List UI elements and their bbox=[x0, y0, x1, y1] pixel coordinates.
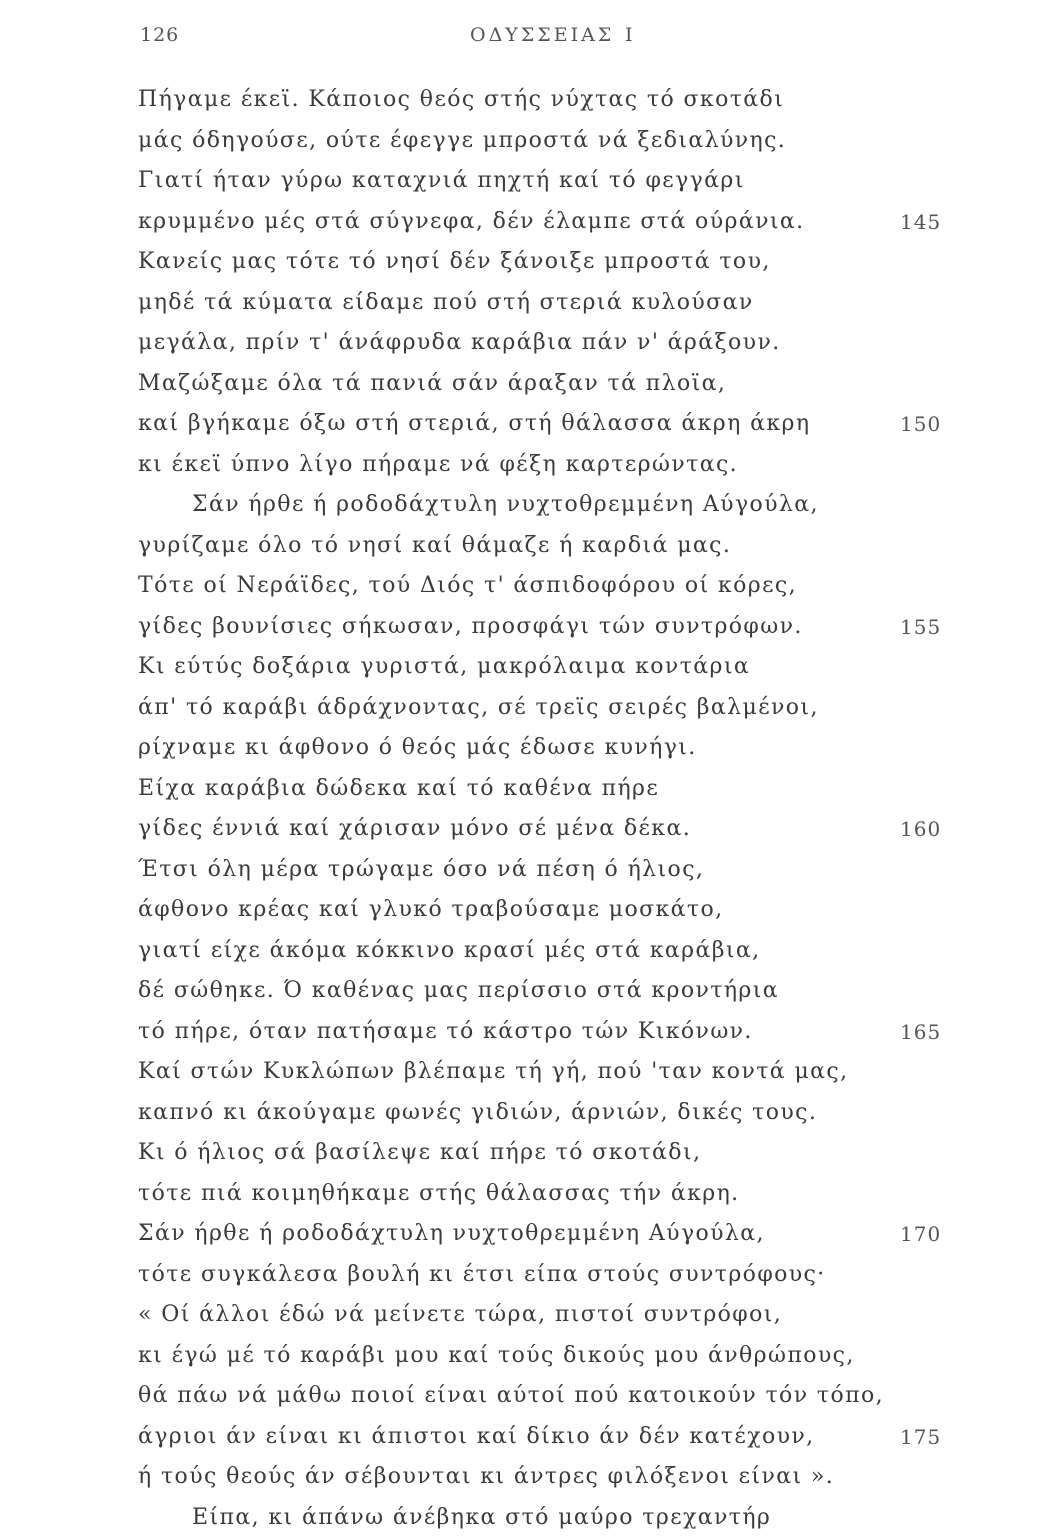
verse-text: Γιατί ήταν γύρω καταχνιά πηχτή καί τό φεγγάρι bbox=[138, 161, 745, 202]
verse-line bbox=[138, 1093, 958, 1134]
verse-text: ρίχναμε κι άφθονο ό θεός μάς έδωσε κυνήγι. bbox=[138, 728, 697, 769]
verse-line bbox=[138, 80, 958, 121]
verse-line bbox=[138, 161, 958, 202]
line-number: 150 bbox=[900, 404, 941, 445]
verse-line bbox=[138, 931, 958, 972]
verse-text: τότε συγκάλεσα βουλή κι έτσι είπα στούς συντρόφους· bbox=[138, 1255, 826, 1296]
verse-line bbox=[138, 323, 958, 364]
verse-line bbox=[138, 647, 958, 688]
verse-line bbox=[138, 526, 958, 567]
verse-text: γυρίζαμε όλο τό νησί καί θάμαζε ή καρδιά μας. bbox=[138, 526, 731, 567]
verse-text: γιατί είχε άκόμα κόκκινο κρασί μές στά καράβια, bbox=[138, 931, 761, 972]
verse-line bbox=[138, 1174, 958, 1215]
verse-text: δέ σώθηκε. Ό καθένας μας περίσσιο στά κροντήρια bbox=[138, 971, 779, 1012]
verse-line bbox=[138, 1012, 958, 1053]
verse-line bbox=[138, 1376, 958, 1417]
verse-line bbox=[138, 1457, 958, 1498]
line-number: 160 bbox=[900, 809, 941, 850]
verse-text: Είπα, κι άπάνω άνέβηκα στό μαύρο τρεχαντήρ bbox=[192, 1498, 771, 1538]
verse-text: Κανείς μας τότε τό νησί δέν ξάνοιξε μπροστά του, bbox=[138, 242, 771, 283]
verse-line bbox=[138, 445, 958, 486]
verse-text: Τότε οί Νεράϊδες, τού Διός τ' άσπιδοφόρου οί κόρες, bbox=[138, 566, 797, 607]
verse-line bbox=[138, 688, 958, 729]
verse-text: καπνό κι άκούγαμε φωνές γιδιών, άρνιών, δικές τους. bbox=[138, 1093, 817, 1134]
verse-line bbox=[138, 1295, 958, 1336]
verse-line bbox=[138, 809, 958, 850]
verse-text: μάς όδηγούσε, ούτε έφεγγε μπροστά νά ξεδιαλύνης. bbox=[138, 121, 786, 162]
verse-line bbox=[138, 1052, 958, 1093]
verse-line bbox=[138, 202, 958, 243]
verse-text: γίδες βουνίσιες σήκωσαν, προσφάγι τών συντρόφων. bbox=[138, 607, 803, 648]
verse-text: άφθονο κρέας καί γλυκό τραβούσαμε μοσκάτο, bbox=[138, 890, 724, 931]
verse-text: άπ' τό καράβι άδράχνοντας, σέ τρεϊς σειρές βαλμένοι, bbox=[138, 688, 819, 729]
verse-line bbox=[138, 850, 958, 891]
verse-line bbox=[138, 242, 958, 283]
line-number: 145 bbox=[900, 202, 941, 243]
page-number: 126 bbox=[140, 24, 179, 46]
verse-text: τότε πιά κοιμηθήκαμε στής θάλασσας τήν άκρη. bbox=[138, 1174, 740, 1215]
verse-text: άγριοι άν είναι κι άπιστοι καί δίκιο άν δέν κατέχουν, bbox=[138, 1417, 815, 1458]
verse-line bbox=[138, 971, 958, 1012]
verse-text: Κι εύτύς δοξάρια γυριστά, μακρόλαιμα κοντάρια bbox=[138, 647, 750, 688]
line-number: 165 bbox=[900, 1012, 941, 1053]
line-number: 175 bbox=[900, 1417, 941, 1458]
verse-line bbox=[138, 485, 958, 526]
verse-text: ή τούς θεούς άν σέβουνται κι άντρες φιλόξενοι είναι ». bbox=[138, 1457, 834, 1498]
verse-text: Είχα καράβια δώδεκα καί τό καθένα πήρε bbox=[138, 769, 659, 810]
verse-line bbox=[138, 283, 958, 324]
verse-line bbox=[138, 1498, 958, 1538]
verse-text: Σάν ήρθε ή ροδοδάχτυλη νυχτοθρεμμένη Αύγούλα, bbox=[192, 485, 819, 526]
verse-text: τό πήρε, όταν πατήσαμε τό κάστρο τών Κικόνων. bbox=[138, 1012, 753, 1053]
verse-text: μηδέ τά κύματα είδαμε πού στή στεριά κυλούσαν bbox=[138, 283, 754, 324]
book-number: Ι bbox=[625, 24, 633, 46]
verse-text: κι έγώ μέ τό καράβι μου καί τούς δικούς μου άνθρώπους, bbox=[138, 1336, 855, 1377]
verse-line bbox=[138, 769, 958, 810]
verse-block bbox=[138, 80, 958, 1538]
verse-text: μεγάλα, πρίν τ' άνάφρυδα καράβια πάν ν' άράξουν. bbox=[138, 323, 781, 364]
verse-line bbox=[138, 404, 958, 445]
verse-line bbox=[138, 890, 958, 931]
verse-line bbox=[138, 1417, 958, 1458]
verse-line bbox=[138, 1255, 958, 1296]
line-number: 155 bbox=[900, 607, 941, 648]
verse-line bbox=[138, 728, 958, 769]
verse-line bbox=[138, 364, 958, 405]
verse-text: Μαζώξαμε όλα τά πανιά σάν άραξαν τά πλοϊα, bbox=[138, 364, 726, 405]
running-head bbox=[0, 14, 1039, 48]
verse-text: « Οί άλλοι έδώ νά μείνετε τώρα, πιστοί συντρόφοι, bbox=[138, 1295, 782, 1336]
verse-text: Σάν ήρθε ή ροδοδάχτυλη νυχτοθρεμμένη Αύγούλα, bbox=[138, 1214, 765, 1255]
verse-line bbox=[138, 1133, 958, 1174]
verse-text: κρυμμένο μές στά σύγνεφα, δέν έλαμπε στά ούράνια. bbox=[138, 202, 805, 243]
verse-line bbox=[138, 607, 958, 648]
verse-text: κι έκεϊ ύπνο λίγο πήραμε νά φέξη καρτερώντας. bbox=[138, 445, 738, 486]
book-title: ΟΔΥΣΣΕΙΑΣ bbox=[470, 24, 614, 46]
line-number: 170 bbox=[900, 1214, 941, 1255]
verse-text: Έτσι όλη μέρα τρώγαμε όσο νά πέση ό ήλιος, bbox=[138, 850, 704, 891]
verse-text: γίδες έννιά καί χάρισαν μόνο σέ μένα δέκα. bbox=[138, 809, 691, 850]
verse-line bbox=[138, 1336, 958, 1377]
verse-text: Καί στών Κυκλώπων βλέπαμε τή γή, πού 'ταν κοντά μας, bbox=[138, 1052, 849, 1093]
verse-text: καί βγήκαμε όξω στή στεριά, στή θάλασσα άκρη άκρη bbox=[138, 404, 810, 445]
verse-text: Πήγαμε έκεϊ. Κάποιος θεός στής νύχτας τό σκοτάδι bbox=[138, 80, 784, 121]
verse-line bbox=[138, 566, 958, 607]
verse-text: θά πάω νά μάθω ποιοί είναι αύτοί πού κατοικούν τόν τόπο, bbox=[138, 1376, 884, 1417]
verse-line bbox=[138, 121, 958, 162]
verse-text: Κι ό ήλιος σά βασίλεψε καί πήρε τό σκοτάδι, bbox=[138, 1133, 701, 1174]
verse-line bbox=[138, 1214, 958, 1255]
